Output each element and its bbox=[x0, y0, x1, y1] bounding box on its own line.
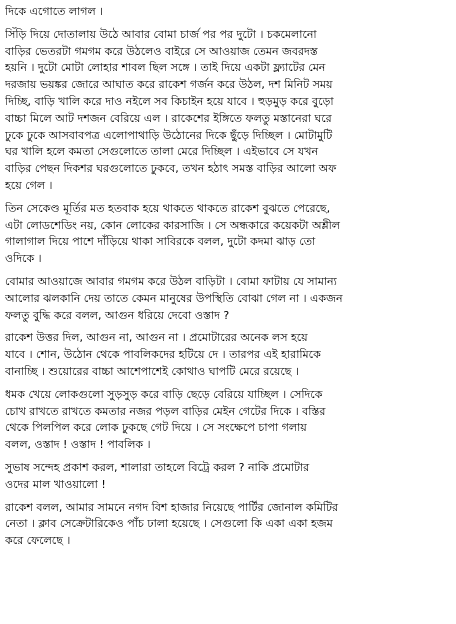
text-line: ঘর খালি হলে কমতা সেগুলোতে তালা মেরে দিচ্ছিল । এইভাবে সে যখন bbox=[5, 145, 319, 159]
story-text bbox=[5, 4, 450, 550]
text-line: হয়ে গেল । bbox=[5, 178, 53, 192]
text-line: ঢুকে ঢুকে আসবাবপত্র এলোপাথাড়ি উঠোনের দিকে ছুঁড়ে দিচ্ছিল । মোটামুটি bbox=[5, 128, 333, 142]
paragraph bbox=[5, 274, 450, 324]
text-line: ওদের মাল খাওয়ালো ! bbox=[5, 477, 106, 491]
paragraph bbox=[5, 460, 450, 494]
text-line: এটা লোডশেডিং নয়, কোন লোকের কারসাজি । সে অন্ধকারে কয়েকটা অশ্লীল bbox=[5, 218, 341, 232]
text-line: বোমার আওয়াজে আবার গমগম করে উঠল বাড়িটা । বোমা ফাটায় যে সামান্য bbox=[5, 274, 337, 288]
text-line: দরজায় ভয়ঙ্কর জোরে আঘাত করে রাকেশ গর্জন করে উঠল, দশ মিনিট সময় bbox=[5, 78, 333, 92]
text-line: বলল, ওস্তাদ ! ওস্তাদ ! পাবলিক । bbox=[5, 438, 151, 452]
text-line: আলোর ঝলকানি দেয় তাতে কেমন মানুষের উপস্থিতি বোঝা গেল না । একজন bbox=[5, 291, 343, 305]
text-line: নেতা । ক্লাব সেক্রেটারিকেও পাঁচ ঢালা হয়েছে । সেগুলো কি একা একা হজম bbox=[5, 517, 333, 531]
text-line: রাকেশ বলল, আমার সামনে নগদ বিশ হাজার নিয়েছে পার্টির জোনাল কমিটির bbox=[5, 500, 339, 514]
text-line: গালাগাল দিয়ে পাশে দাঁড়িয়ে থাকা সাবিরকে বলল, দুটো কদমা ঝাড় তো bbox=[5, 235, 316, 249]
paragraph bbox=[5, 500, 450, 550]
paragraph bbox=[5, 4, 450, 21]
text-line: রাকেশ উত্তর দিল, আগুন না, আগুন না । প্রমোটারের অনেক লস হয়ে bbox=[5, 331, 308, 345]
text-line: বানাচ্ছি । শুয়োরের বাচ্চা আশেপাশেই কোথাও ঘাপটি মেরে রয়েছে । bbox=[5, 364, 299, 378]
paragraph bbox=[5, 27, 450, 195]
text-line: দিকে এগোতে লাগল । bbox=[5, 5, 104, 18]
text-line: ধমক খেয়ে লোকগুলো সুড়সুড় করে বাড়ি ছেড়ে বেরিয়ে যাচ্ছিল । সেদিকে bbox=[5, 387, 323, 401]
text-line: ফলতু বুদ্ধি করে বলল, আগুন ধরিয়ে দেবো ওস্তাদ ? bbox=[5, 308, 230, 322]
text-line: হয়নি । দুটো মোটা লোহার শাবল ছিল সঙ্গে । তাই দিয়ে একটা ফ্ল্যাটের মেন bbox=[5, 61, 326, 75]
text-line: তিন সেকেণ্ড মূর্তির মত হতবাক হয়ে থাকতে থাকতে রাকেশ বুঝতে পেরেছে, bbox=[5, 201, 331, 215]
text-line: সিঁড়ি দিয়ে দোতালায় উঠে আবার বোমা চার্জ পর পর দুটো । চকমেলানো bbox=[5, 27, 317, 41]
text-line: চোখ রাখতে রাখতে কমতার নজর পড়ল বাড়ির মেইন গেটের দিকে । বস্তির bbox=[5, 404, 326, 418]
text-line: বাড়ির ভেতরটা গমগম করে উঠলেও বাইরে সে আওয়াজ তেমন জবরদস্ত bbox=[5, 44, 318, 58]
text-line: ওদিকে । bbox=[5, 252, 42, 266]
text-line: থেকে পিলপিল করে লোক ঢুকছে গেট দিয়ে । সে সংক্ষেপে চাপা গলায় bbox=[5, 421, 307, 435]
paragraph bbox=[5, 330, 450, 380]
text-line: বাচ্চা মিলে আট দশজন বেরিয়ে এল । রাকেশের ইঙ্গিতে ফলতু মস্তানেরা ঘরে bbox=[5, 111, 332, 125]
text-line: সুভাষ সন্দেহ প্রকাশ করল, শালারা তাহলে বিট্রে করল ? নাকি প্রমোটার bbox=[5, 460, 310, 474]
paragraph bbox=[5, 387, 450, 454]
text-line: যাবে । শোন, উঠোন থেকে পাবলিকদের হটিয়ে দে । তারপর এই হারামিকে bbox=[5, 348, 321, 362]
text-line: করে ফেলেছে । bbox=[5, 534, 71, 548]
text-line: দিচ্ছি, বাড়ি খালি করে দাও নইলে সব কিচাইন হয়ে যাবে । হুড়মুড় করে বুড়ো bbox=[5, 94, 334, 108]
paragraph bbox=[5, 201, 450, 268]
text-line: বাড়ির পেছন দিকশর ঘরগুলোতে ঢুকবে, তখন হঠাৎ সমস্ত বাড়ির আলো অফ bbox=[5, 162, 337, 176]
